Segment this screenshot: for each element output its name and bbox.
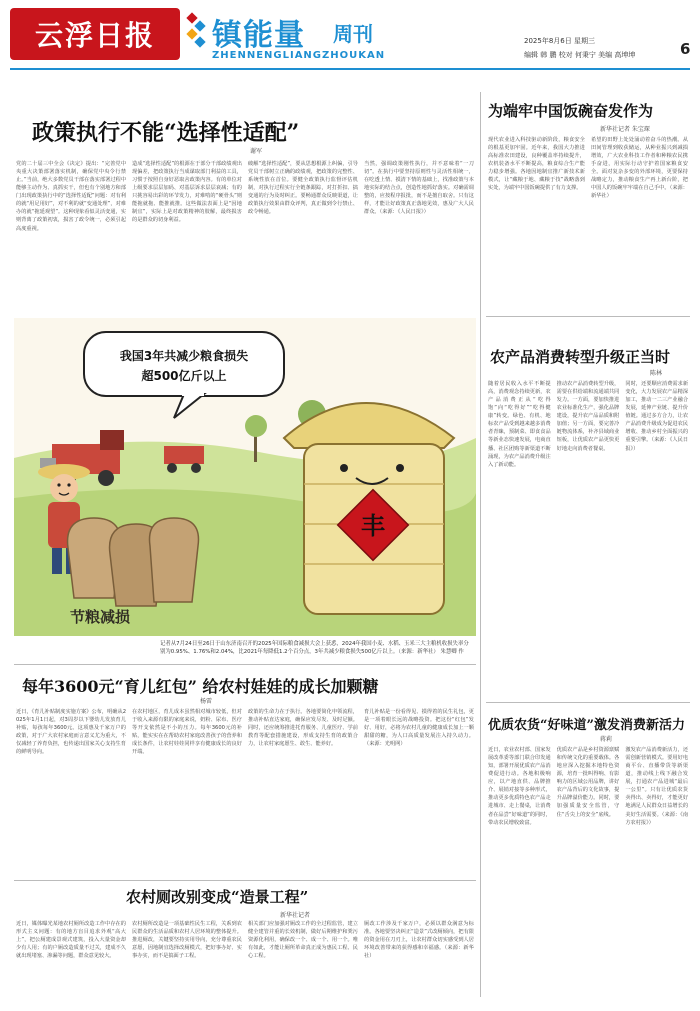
section-divider <box>486 316 690 317</box>
column-divider <box>480 92 481 997</box>
section-masthead: 镇能量 <box>212 18 305 53</box>
diamond-decoration-icon <box>184 12 206 52</box>
article-column <box>625 746 688 996</box>
article-column <box>132 160 242 308</box>
article-byline-policy: 谢军 <box>250 148 263 155</box>
article-column <box>625 380 688 695</box>
article-column <box>248 708 358 874</box>
article-title-quality-produce: 优质农货“好味道”激发消费新活力 <box>488 718 685 733</box>
article-column <box>488 746 551 996</box>
header-rule <box>10 68 690 70</box>
speech-bubble-line: 超500亿斤以上 <box>141 369 227 383</box>
section-divider <box>14 880 476 881</box>
article-byline-childcare: 杨雷 <box>200 698 213 705</box>
article-column <box>132 708 242 874</box>
article-column <box>16 920 126 1000</box>
newspaper-logo: 云浮日报 <box>10 8 180 60</box>
article-byline-consumption: 陈林 <box>650 370 663 377</box>
article-column <box>364 920 474 1000</box>
section-divider <box>14 664 476 665</box>
article-column <box>364 160 474 308</box>
article-column <box>16 708 126 874</box>
article-column <box>488 136 585 308</box>
illustration-caption <box>160 640 474 656</box>
article-body-consumption <box>488 380 688 695</box>
article-column <box>16 160 126 308</box>
issue-date: 2025年8月6日 星期三 <box>524 37 595 45</box>
article-title-consumption: 农产品消费转型升级正当时 <box>490 348 671 366</box>
granary-character <box>284 403 454 614</box>
article-column <box>557 746 620 996</box>
article-title-childcare: 每年3600元“育儿红包” 给农村娃娃的成长加颗糖 <box>22 677 379 696</box>
caption-text: 记者从7月24日至26日于山东济南召开的2025年国际粮食减损大会上获悉，2024年我国小麦、水稻、玉米三大主粮机收损失率分别为0.95%、1.76%和2.04%，比2021年每降低1.2个百分点，3年共减少粮食损失500亿斤以上。 <box>160 641 469 656</box>
section-weekly-label: 周刊 <box>333 22 373 46</box>
grain-cartoon-svg <box>14 318 476 636</box>
cartoon-title: 节粮减损 <box>70 608 131 626</box>
page-number: 6 <box>680 40 691 58</box>
article-column <box>557 380 620 695</box>
article-byline-toilet-reform: 新华社记者 <box>280 912 311 919</box>
caption-artist: 朱慧卿 作 <box>440 649 464 656</box>
article-byline-grain: 新华社记者 朱宝琛 <box>600 126 650 133</box>
speech-bubble-line: 我国3年共减少粮食损失 <box>119 349 249 363</box>
article-body-grain <box>488 136 688 308</box>
newspaper-header <box>0 0 700 72</box>
article-column <box>364 708 474 874</box>
granary-sign-char: 丰 <box>361 512 385 540</box>
article-body-quality-produce <box>488 746 688 996</box>
article-byline-quality-produce: 蒋莉 <box>600 736 613 743</box>
article-title-toilet-reform: 农村厕改别变成“造景工程” <box>126 888 309 906</box>
article-column <box>248 160 358 308</box>
article-column <box>591 136 688 308</box>
section-divider <box>486 702 690 703</box>
cartoon-illustration <box>14 318 476 636</box>
article-body-policy <box>16 160 474 308</box>
section-pinyin: ZHENNENGLIANGZHOUKAN <box>212 50 386 61</box>
article-title-grain: 为端牢中国饭碗奋发作为 <box>488 102 654 120</box>
article-column <box>248 920 358 1000</box>
article-title-policy: 政策执行不能“选择性适配” <box>32 120 300 146</box>
article-body-toilet-reform <box>16 920 474 1000</box>
article-body-childcare <box>16 708 474 874</box>
article-column <box>488 380 551 695</box>
caption-source: （来源：新华社） <box>398 649 439 656</box>
article-column <box>132 920 242 1000</box>
editor-credits: 编辑 韩 鹏 校对 何秉宁 美编 高坤坤 <box>524 51 636 59</box>
grain-sack-icon <box>68 518 199 606</box>
